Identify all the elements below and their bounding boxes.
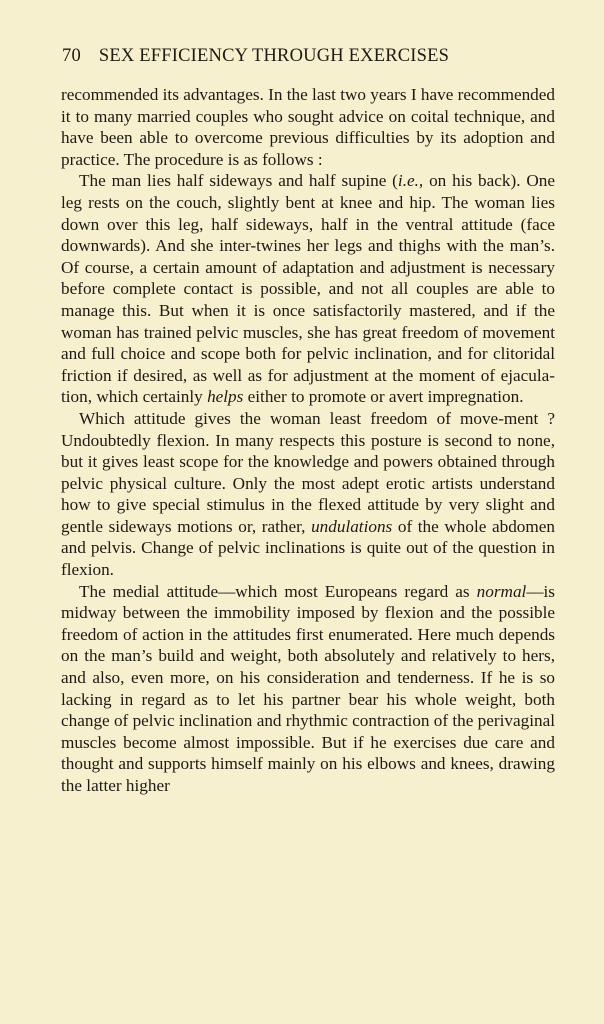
paragraph (61, 170, 555, 408)
paragraph (61, 84, 555, 170)
page-number: 70 (62, 46, 81, 66)
paragraph (61, 408, 555, 581)
running-title: SEX EFFICIENCY THROUGH EXERCISES (98, 46, 450, 66)
body-text (61, 84, 555, 797)
text-run: Which attitude gives the woman least freedom of move-ment ? Undoubtedly flexion. In many respects this posture is second to none, but it gives least scope for the knowledge and powers obtained through pelvic physical culture. Only the most adept erotic artists understand how to give special stimulus in the flexed attitude by very slight and gentle sideways motions or, rather, (61, 408, 555, 536)
text-run: —is midway between the immobility imposed by flexion and the possible freedom of action in the attitudes first enumerated. Here much depends on the man’s build and weight, both absolutely and relatively to hers, and also, even more, on his consideration and tenderness. If he is so lacking in regard as to let his partner bear his whole weight, both change of pelvic inclination and rhythmic contraction of the perivaginal muscles become almost impossible. But if he exercises due care and thought and supports himself mainly on his elbows and knees, drawing the latter higher (61, 581, 555, 795)
italic-text: helps (207, 387, 244, 407)
italic-text: normal (476, 581, 527, 601)
italic-text: undulations (311, 516, 393, 536)
text-run: The man lies half sideways and half supine ( (79, 171, 398, 191)
italic-text: i.e., (397, 171, 424, 191)
running-header (62, 42, 556, 70)
text-run: The medial attitude—which most Europeans regard as (79, 581, 477, 601)
text-run: recommended its advantages. In the last two years I have recommended it to many married couples who sought advice on coital technique, and have been able to overcome previous difficulties by its adoption and practice. The procedure is as follows : (61, 85, 555, 169)
text-run: of the whole abdomen and pelvis. Change of pelvic inclinations is quite out of the question in flexion. (61, 516, 555, 580)
paragraph (61, 581, 555, 797)
text-run: on his back). One leg rests on the couch, slightly bent at knee and hip. The woman lies down over this leg, half sideways, half in the ventral attitude (face downwards). And she inter-twines her legs and thighs with the man’s. Of course, a certain amount of adaptation and adjustment is necessary before complete contact is possible, and not all couples are able to manage this. But when it is once satisfactorily mastered, and if the woman has trained pelvic muscles, she has great freedom of movement and full choice and scope both for pelvic inclination, and for clitoridal friction if desired, as well as for adjustment at the moment of ejacula-tion, which certainly (61, 171, 555, 407)
text-run: either to promote or avert impregnation. (243, 387, 524, 407)
